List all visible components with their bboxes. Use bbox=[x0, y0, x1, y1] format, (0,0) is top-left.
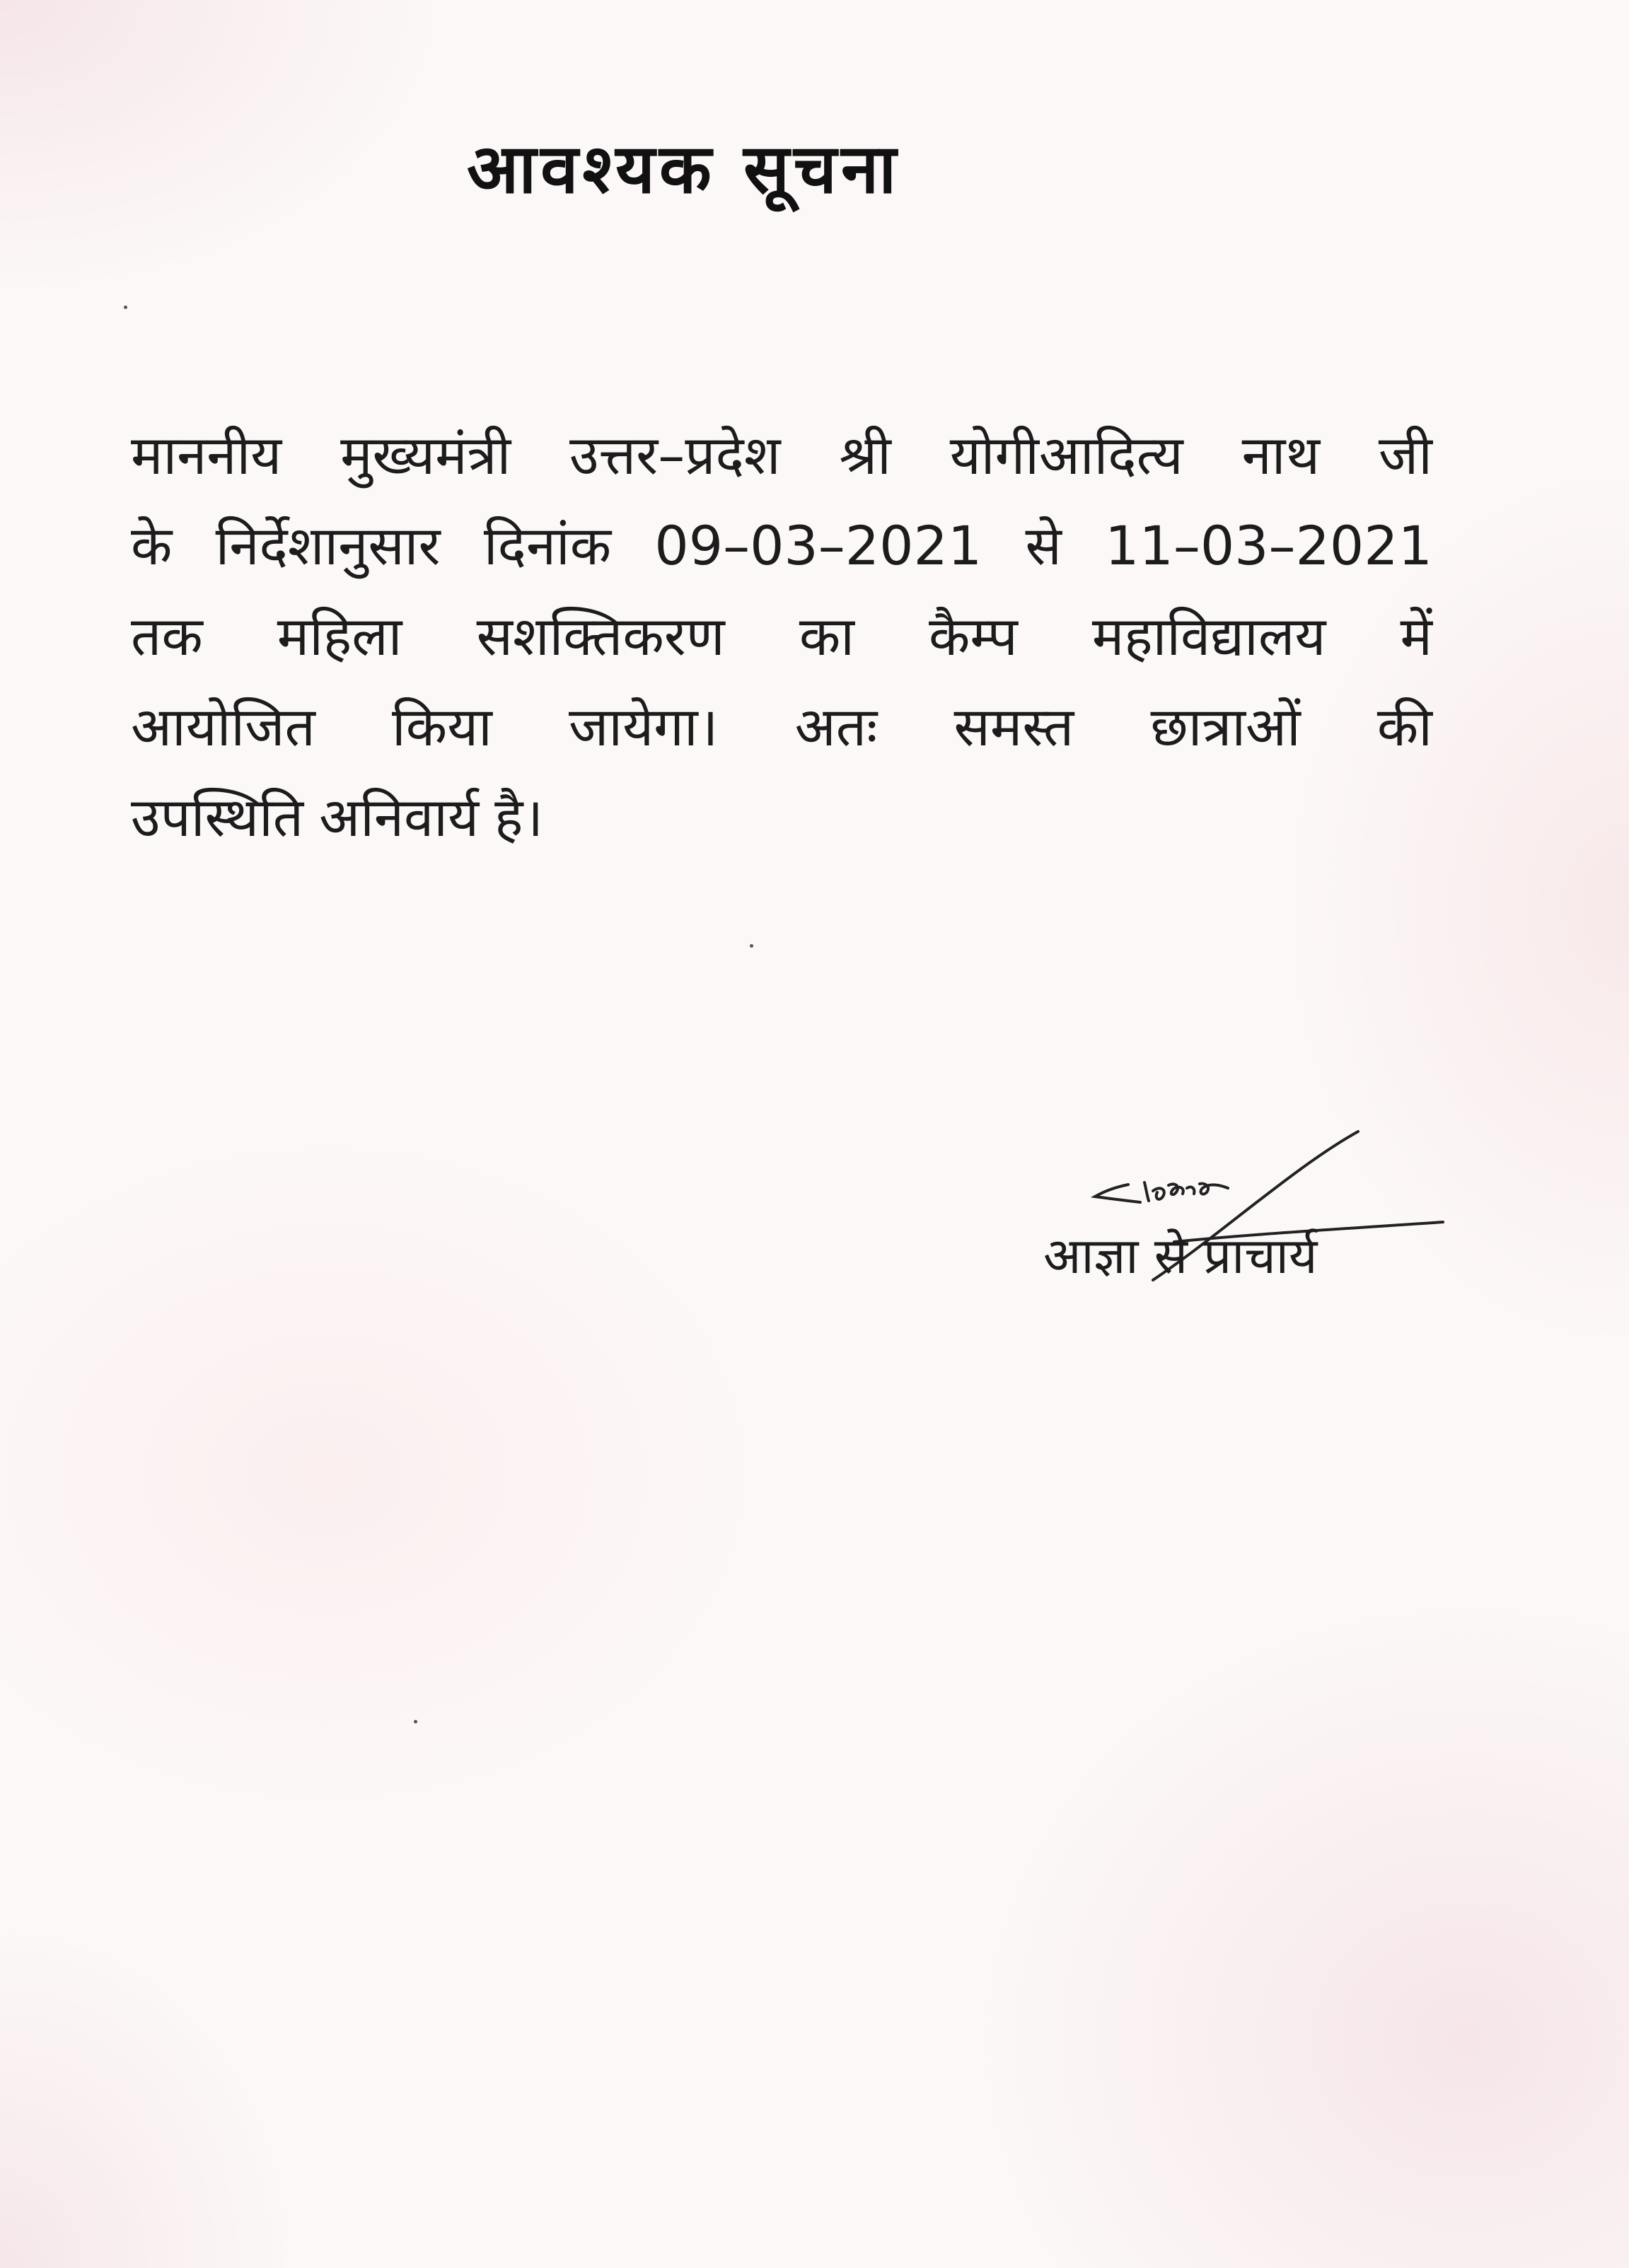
word: महाविद्यालय bbox=[1091, 605, 1326, 668]
notice-body bbox=[131, 410, 1432, 863]
word: किया bbox=[392, 695, 492, 758]
body-line-1 bbox=[131, 410, 1432, 501]
notice-title: आवश्यक सूचना bbox=[467, 129, 901, 209]
word: नाथ bbox=[1241, 424, 1321, 487]
word: जायेगा। bbox=[569, 695, 719, 758]
paper-speck bbox=[750, 944, 753, 948]
body-line-2 bbox=[131, 501, 1432, 591]
paper-speck bbox=[124, 306, 127, 309]
word: जी bbox=[1378, 424, 1432, 487]
word: श्री bbox=[839, 424, 891, 487]
body-line-4 bbox=[131, 682, 1432, 772]
word: का bbox=[799, 605, 854, 668]
word: तक bbox=[131, 605, 203, 668]
word: की bbox=[1376, 695, 1432, 758]
end-date: 11–03–2021 bbox=[1105, 514, 1432, 577]
word: निर्देशानुसार bbox=[215, 514, 441, 577]
word: माननीय bbox=[131, 424, 282, 487]
word: सशक्तिकरण bbox=[476, 605, 725, 668]
word: उपस्थिति bbox=[131, 786, 304, 849]
word: से bbox=[1025, 514, 1062, 577]
word: है। bbox=[494, 786, 544, 849]
word: कैम्प bbox=[928, 605, 1018, 668]
word: अतः bbox=[794, 695, 878, 758]
signoff-text: आज्ञा से प्राचार्य bbox=[1043, 1227, 1318, 1285]
word: छात्राओं bbox=[1150, 695, 1301, 758]
body-line-3 bbox=[131, 591, 1432, 682]
word: योगीआदित्य bbox=[949, 424, 1183, 487]
word: मुख्यमंत्री bbox=[340, 424, 511, 487]
word: अनिवार्य bbox=[319, 786, 480, 849]
word: महिला bbox=[277, 605, 402, 668]
word: दिनांक bbox=[483, 514, 612, 577]
word: आयोजित bbox=[131, 695, 315, 758]
word: के bbox=[131, 514, 173, 577]
word: उत्तर–प्रदेश bbox=[569, 424, 781, 487]
body-line-5 bbox=[131, 772, 1432, 863]
word: में bbox=[1400, 605, 1432, 668]
start-date: 09–03–2021 bbox=[654, 514, 982, 577]
paper-speck bbox=[414, 1720, 417, 1723]
word: समस्त bbox=[953, 695, 1074, 758]
